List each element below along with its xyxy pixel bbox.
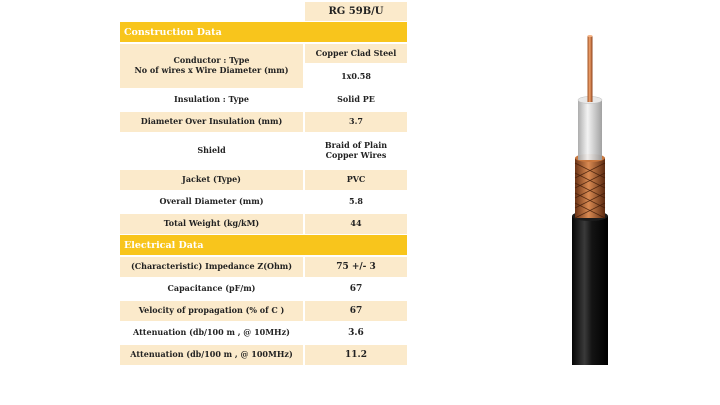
attenuation-10mhz-label: Attenuation (db/100 m , @ 10MHz) <box>120 323 303 343</box>
velocity-label: Velocity of propagation (% of C ) <box>120 301 303 321</box>
insulation-body <box>578 100 602 160</box>
capacitance-label: Capacitance (pF/m) <box>120 279 303 299</box>
attenuation-100mhz-label: Attenuation (db/100 m , @ 100MHz) <box>120 345 303 365</box>
section-header-construction: Construction Data <box>120 22 407 42</box>
velocity-value: 67 <box>305 301 407 321</box>
insulation-label: Insulation : Type <box>120 90 303 110</box>
diameter-insulation-value: 3.7 <box>305 112 407 132</box>
conductor-wire <box>588 36 593 102</box>
jacket-value: PVC <box>305 170 407 190</box>
shield-value: Braid of Plain Copper Wires <box>305 134 407 168</box>
overall-diameter-value: 5.8 <box>305 192 407 212</box>
braid-body <box>575 158 605 218</box>
coaxial-cable-illustration <box>540 28 640 373</box>
capacitance-value: 67 <box>305 279 407 299</box>
total-weight-value: 44 <box>305 214 407 234</box>
conductor-tip <box>588 35 593 37</box>
impedance-value: 75 +/- 3 <box>305 257 407 277</box>
attenuation-100mhz-value: 11.2 <box>305 345 407 365</box>
total-weight-label: Total Weight (kg/kM) <box>120 214 303 234</box>
jacket-body <box>572 216 608 365</box>
attenuation-10mhz-value: 3.6 <box>305 323 407 343</box>
conductor-label <box>120 44 303 88</box>
impedance-label: (Characteristic) Impedance Z(Ohm) <box>120 257 303 277</box>
section-header-electrical: Electrical Data <box>120 235 407 255</box>
conductor-type-value: Copper Clad Steel <box>305 44 407 63</box>
conductor-label-wires: No of wires x Wire Diameter (mm) <box>134 65 289 75</box>
conductor-wires-value: 1x0.58 <box>305 65 407 88</box>
diameter-insulation-label: Diameter Over Insulation (mm) <box>120 112 303 132</box>
overall-diameter-label: Overall Diameter (mm) <box>120 192 303 212</box>
product-title: RG 59B/U <box>305 2 407 21</box>
insulation-value: Solid PE <box>305 90 407 110</box>
shield-label: Shield <box>120 134 303 168</box>
conductor-label-type: Conductor : Type <box>173 55 250 66</box>
jacket-label: Jacket (Type) <box>120 170 303 190</box>
